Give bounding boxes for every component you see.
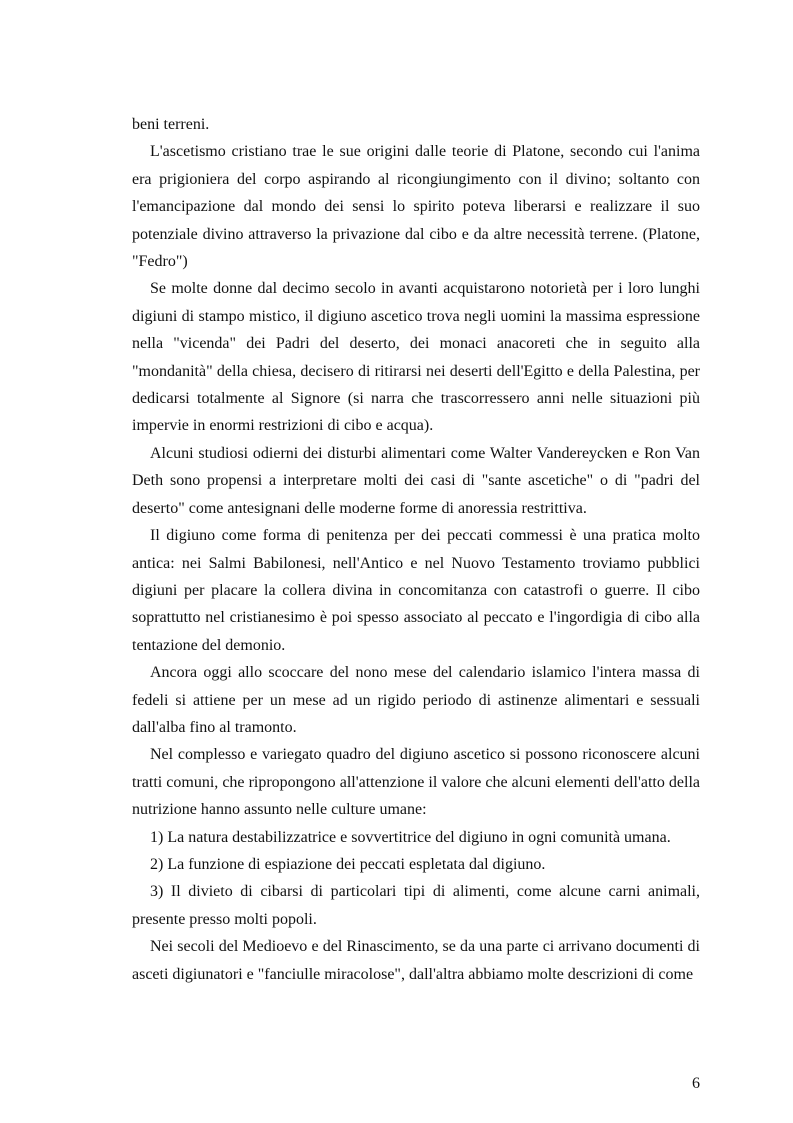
- page-number: 6: [692, 1075, 700, 1092]
- paragraph-1: beni terreni.: [132, 116, 210, 133]
- paragraph-3: Se molte donne dal decimo secolo in avanti acquistarono notorietà per i loro lunghi digiuni di stampo mistico, il digiuno ascetico trova negli uomini la massima espressione nella "vicenda" dei Padri del deserto, dei monaci anacoreti che in seguito alla "mondanità" della chiesa, decisero di ritirarsi nei deserti dell'Egitto e della Palestina, per dedicarsi totalmente al Signore (si narra che trascorressero anni nelle situazioni più impervie in enormi restrizioni di cibo e acqua).: [132, 280, 700, 435]
- list-item-2: 2) La funzione di espiazione dei peccati espletata dal digiuno.: [150, 855, 546, 873]
- paragraph-6: Ancora oggi allo scoccare del nono mese del calendario islamico l'intera massa di fedeli si attiene per un mese ad un rigido periodo di astinenze alimentari e sessuali dall'alba fino al tramonto.: [132, 664, 700, 736]
- list-item-1: 1) La natura destabilizzatrice e sovvertitrice del digiuno in ogni comunità umana.: [150, 828, 671, 846]
- paragraph-7: Nel complesso e variegato quadro del digiuno ascetico si possono riconoscere alcuni tratti comuni, che ripropongono all'attenzione il valore che alcuni elementi dell'atto della nutrizione hanno assunto nelle culture umane:: [132, 746, 700, 819]
- body-text: [132, 111, 700, 988]
- paragraph-2: L'ascetismo cristiano trae le sue origini dalle teorie di Platone, secondo cui l'anima era prigioniera del corpo aspirando al ricongiungimento con il divino; soltanto con l'emancipazione dal mondo dei sensi lo spirito poteva liberarsi e realizzare il suo potenziale divino attraverso la privazione dal cibo e da altre necessità terrene. (Platone, "Fedro"): [132, 143, 700, 271]
- paragraph-4: Alcuni studiosi odierni dei disturbi alimentari come Walter Vandereycken e Ron Van Deth sono propensi a interpretare molti dei casi di "sante ascetiche" o di "padri del deserto" come antesignani delle moderne forme di anoressia restrittiva.: [132, 444, 700, 517]
- paragraph-5: Il digiuno come forma di penitenza per dei peccati commessi è una pratica molto antica: nei Salmi Babilonesi, nell'Antico e nel Nuovo Testamento troviamo pubblici digiuni per placare la collera divina in concomitanza con catastrofi o guerre. Il cibo soprattutto nel cristianesimo è poi spesso associato al peccato e l'ingordigia di cibo alla tentazione del demonio.: [132, 527, 700, 654]
- list-item-3: 3) Il divieto di cibarsi di particolari tipi di alimenti, come alcune carni animali, presente presso molti popoli.: [132, 883, 700, 928]
- paragraph-8: Nei secoli del Medioevo e del Rinascimento, se da una parte ci arrivano documenti di asceti digiunatori e "fanciulle miracolose", dall'altra abbiamo molte descrizioni di come: [132, 938, 700, 983]
